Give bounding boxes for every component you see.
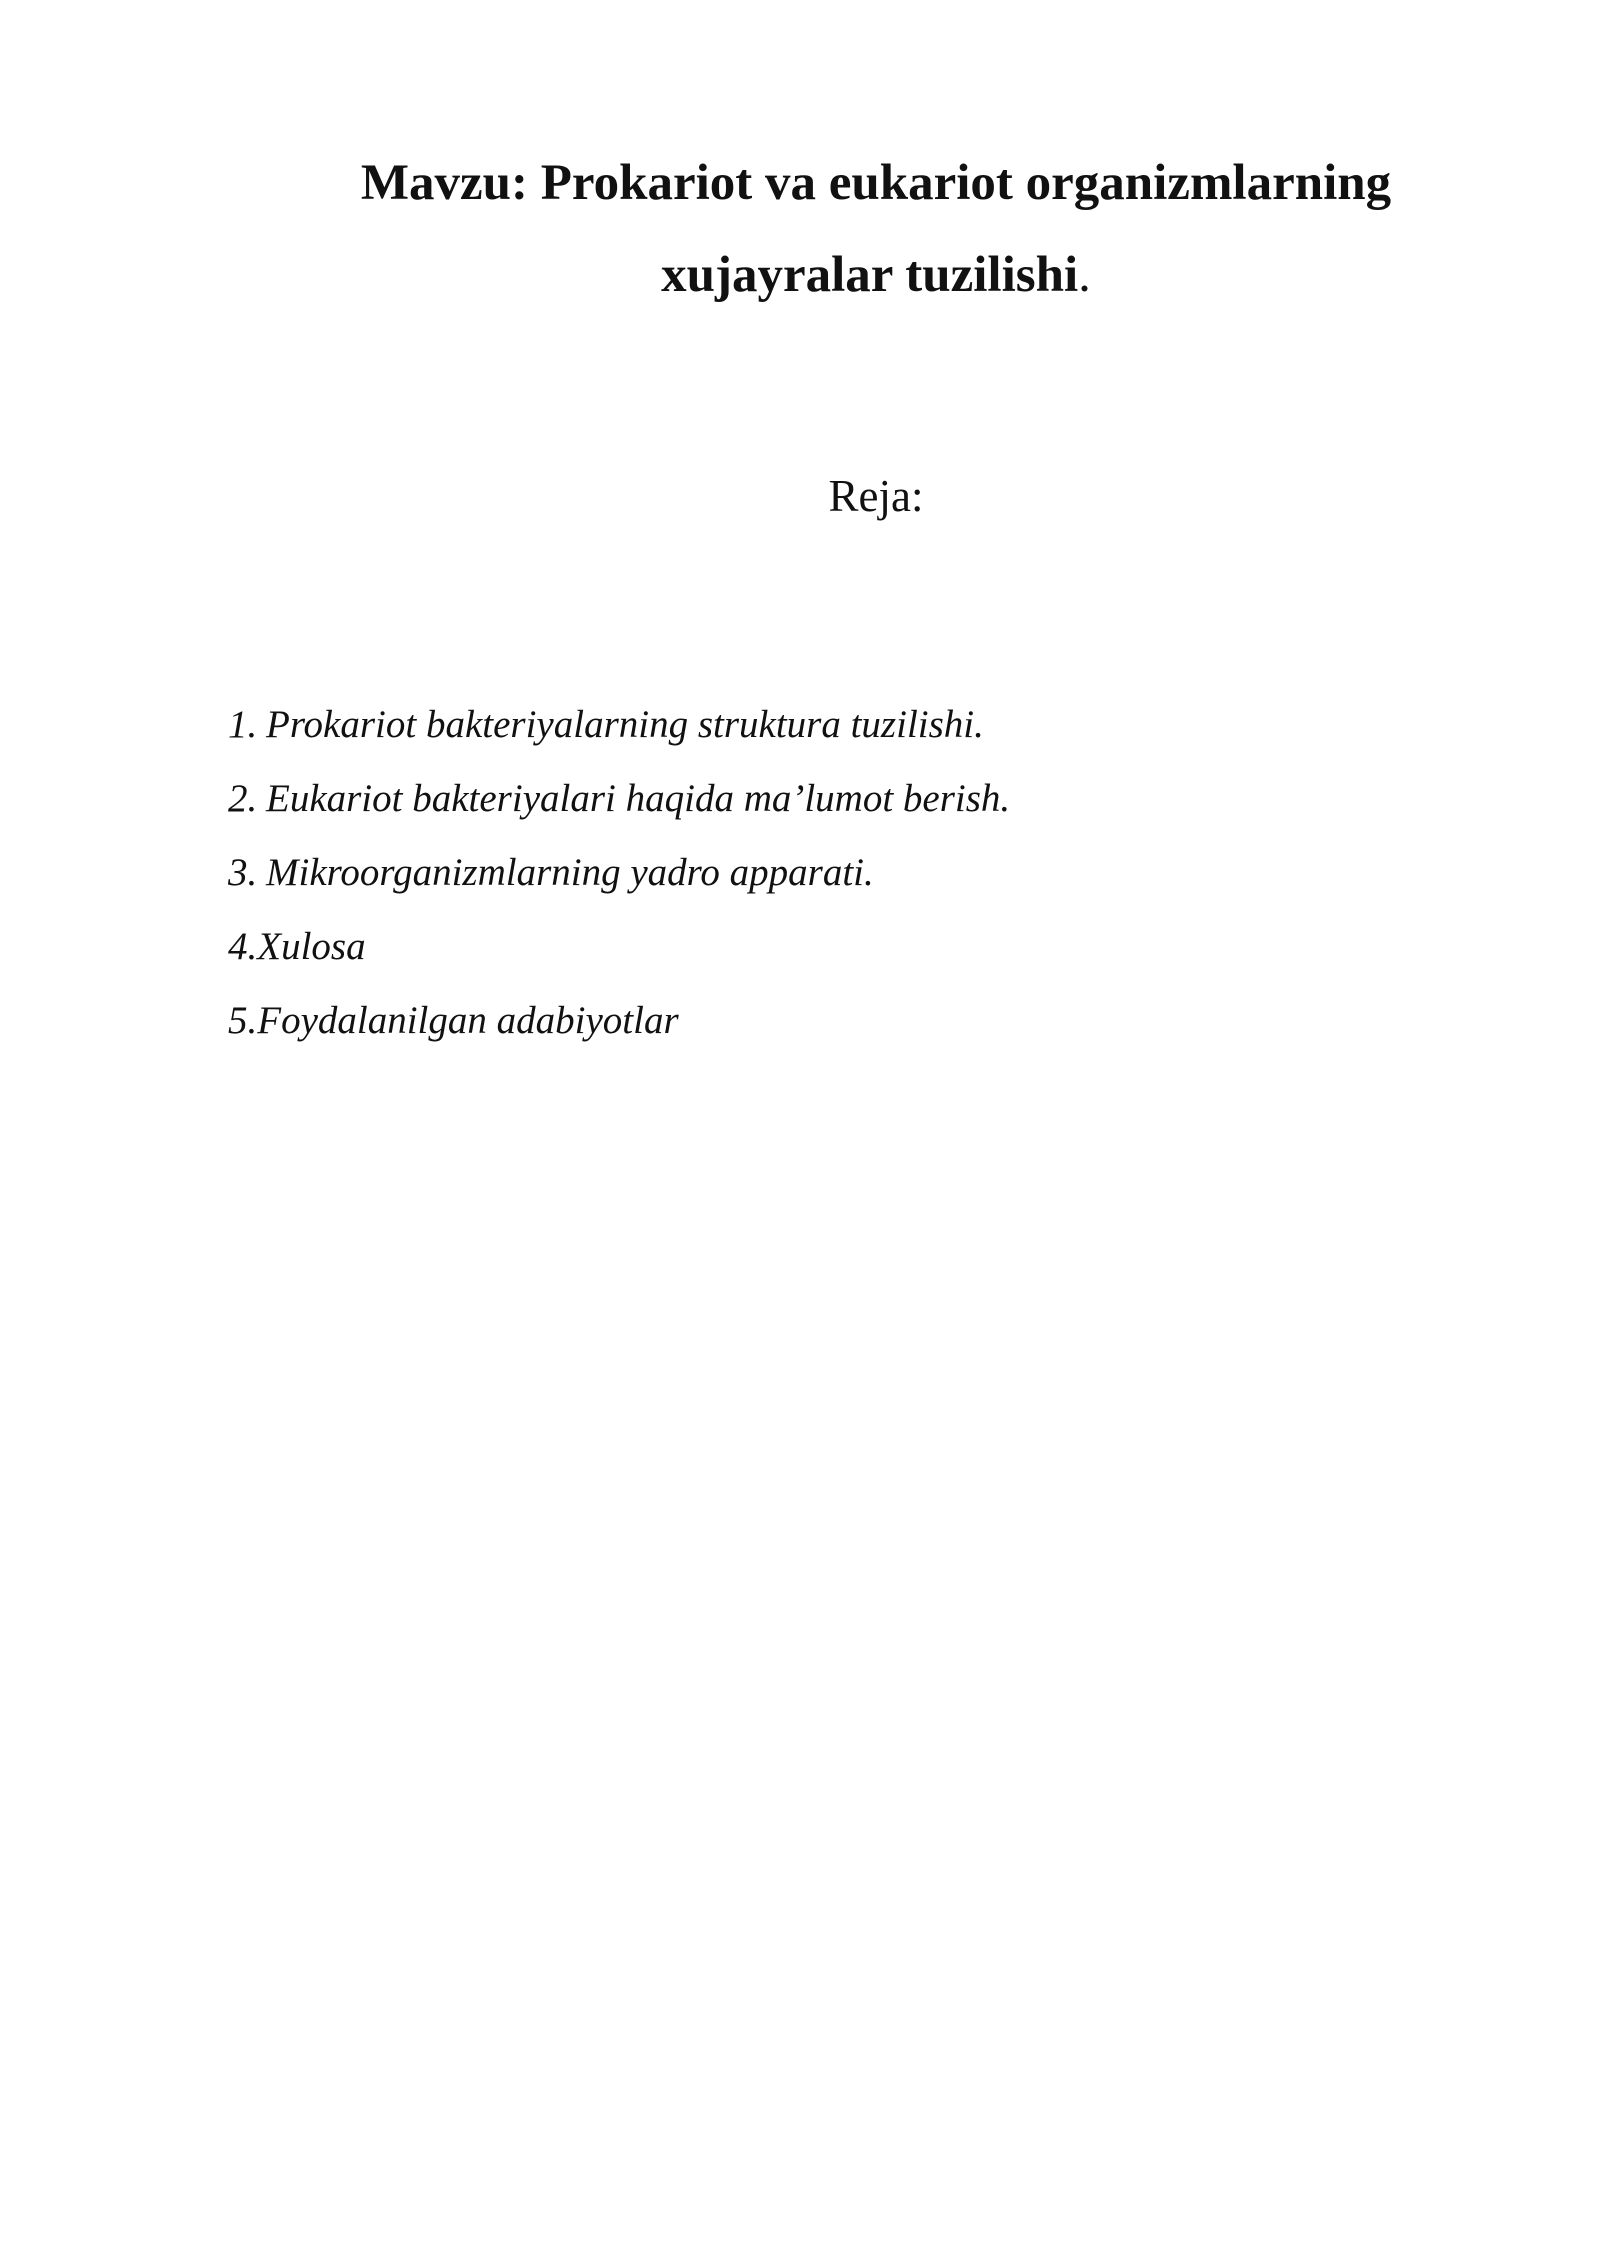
- title-period: .: [1078, 247, 1091, 303]
- plan-heading: Reja:: [828, 471, 924, 521]
- title-text-1: Mavzu: Prokariot va eukariot organizmlarning: [360, 155, 1392, 211]
- plan-item-1: [228, 688, 1010, 762]
- plan-item-number: 4.: [228, 925, 258, 968]
- plan-item-number: 2.: [228, 777, 258, 820]
- plan-item-number: 5.: [228, 999, 258, 1042]
- plan-item-number: 3.: [228, 851, 258, 894]
- plan-item-4: [228, 910, 1010, 984]
- document-title-line-1: [0, 155, 1600, 211]
- document-title-line-2: [0, 247, 1600, 303]
- plan-item-3: [228, 836, 1010, 910]
- plan-item-number: 1.: [228, 703, 258, 746]
- plan-item-text: Eukariot bakteriyalari haqida ma’lumot berish.: [266, 777, 1011, 820]
- plan-item-text: Mikroorganizmlarning yadro apparati.: [266, 851, 874, 894]
- plan-item-text: Xulosa: [257, 925, 366, 968]
- plan-item-5: [228, 984, 1010, 1058]
- plan-item-2: [228, 762, 1010, 836]
- title-text-2: xujayralar tuzilishi: [661, 247, 1079, 303]
- plan-list: [228, 688, 1010, 1058]
- plan-item-text: Foydalanilgan adabiyotlar: [257, 999, 679, 1042]
- plan-item-text: Prokariot bakteriyalarning struktura tuzilishi.: [266, 703, 984, 746]
